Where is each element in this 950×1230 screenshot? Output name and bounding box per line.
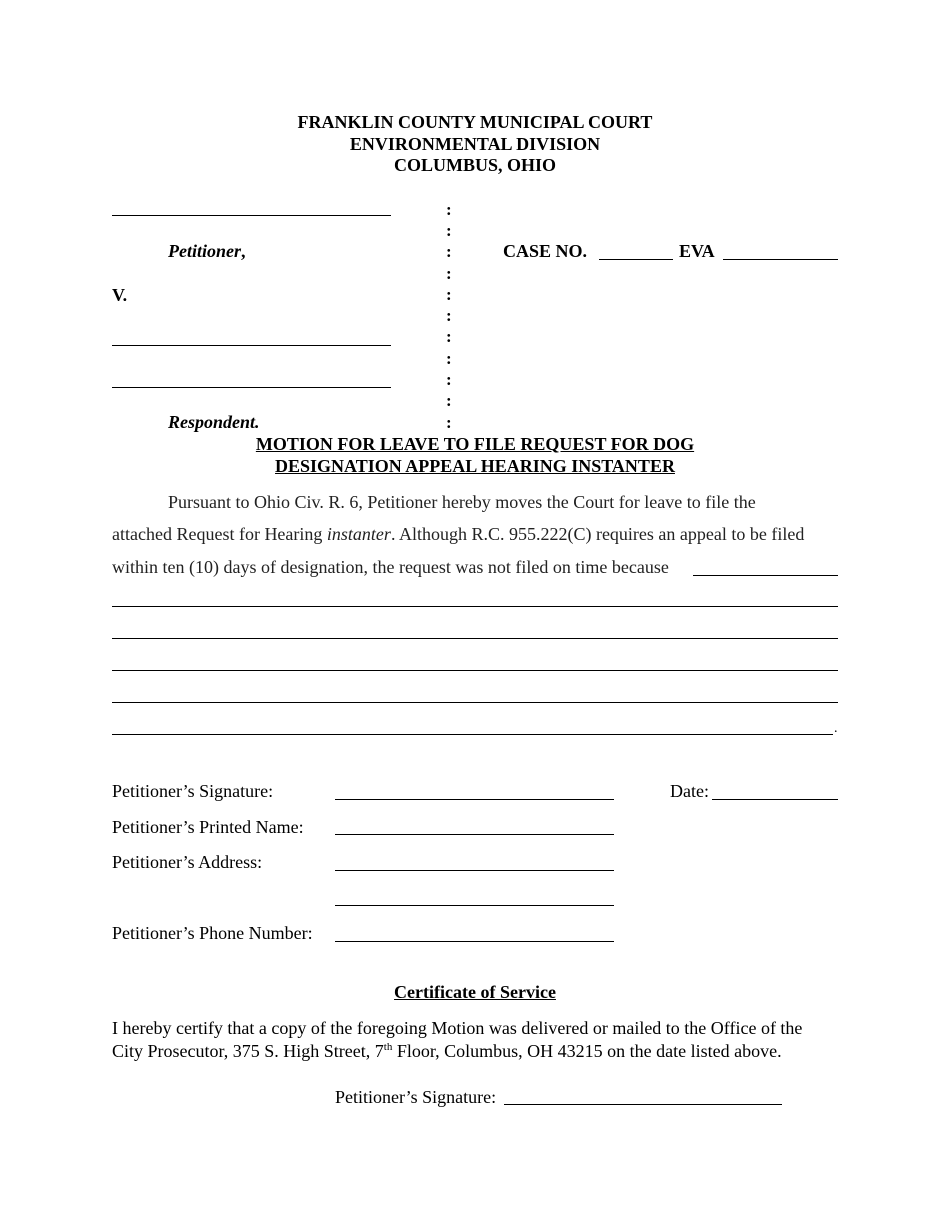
- address-field-line-2[interactable]: [335, 905, 614, 906]
- respondent-label: Respondent.: [168, 412, 260, 432]
- date-label: Date:: [670, 781, 709, 801]
- eva-label: EVA: [679, 241, 715, 261]
- reason-line-5[interactable]: [112, 734, 833, 735]
- case-number-field[interactable]: [599, 259, 673, 260]
- certificate-line-2: City Prosecutor, 375 S. High Street, 7th Floor, Columbus, OH 43215 on the date listed above.: [112, 1041, 782, 1061]
- reason-end-period: .: [834, 721, 838, 736]
- eva-number-field[interactable]: [723, 259, 838, 260]
- versus-label: V.: [112, 285, 128, 305]
- motion-title-line-2: DESIGNATION APPEAL HEARING INSTANTER: [275, 456, 675, 476]
- signature-label: Petitioner’s Signature:: [112, 781, 274, 801]
- signature-field[interactable]: [335, 799, 614, 800]
- certificate-signature-field[interactable]: [504, 1104, 782, 1105]
- motion-title-line-1: MOTION FOR LEAVE TO FILE REQUEST FOR DOG: [255, 434, 695, 454]
- address-field-line-1[interactable]: [335, 870, 614, 871]
- reason-line-4[interactable]: [112, 702, 838, 703]
- caption-colon: :: [446, 327, 452, 346]
- reason-field-start[interactable]: [693, 575, 838, 576]
- motion-body-line-2: attached Request for Hearing instanter. Although R.C. 955.222(C) requires an appeal to be filed: [112, 524, 805, 544]
- court-location: COLUMBUS, OHIO: [393, 155, 557, 175]
- date-field[interactable]: [712, 799, 838, 800]
- reason-line-1[interactable]: [112, 606, 838, 607]
- petitioner-name-line[interactable]: [112, 215, 391, 216]
- motion-body-line-3: within ten (10) days of designation, the request was not filed on time because: [112, 557, 669, 577]
- caption-colon: :: [446, 370, 452, 389]
- caption-colon: :: [446, 200, 452, 219]
- caption-colon: :: [446, 285, 452, 304]
- caption-colon: :: [446, 306, 452, 325]
- caption-colon: :: [446, 349, 452, 368]
- reason-line-3[interactable]: [112, 670, 838, 671]
- caption-colon: :: [446, 242, 452, 261]
- respondent-name-line-1[interactable]: [112, 345, 391, 346]
- reason-line-2[interactable]: [112, 638, 838, 639]
- case-number-label: CASE NO.: [503, 241, 588, 261]
- caption-colon: :: [446, 413, 452, 432]
- phone-label: Petitioner’s Phone Number:: [112, 923, 313, 943]
- certificate-signature-label: Petitioner’s Signature:: [335, 1087, 497, 1107]
- court-division: ENVIRONMENTAL DIVISION: [349, 134, 601, 154]
- caption-colon: :: [446, 264, 452, 283]
- printed-name-field[interactable]: [335, 834, 614, 835]
- respondent-name-line-2[interactable]: [112, 387, 391, 388]
- court-name: FRANKLIN COUNTY MUNICIPAL COURT: [297, 112, 653, 132]
- address-label: Petitioner’s Address:: [112, 852, 263, 872]
- printed-name-label: Petitioner’s Printed Name:: [112, 817, 304, 837]
- petitioner-label: Petitioner,: [168, 241, 246, 261]
- caption-colon: :: [446, 221, 452, 240]
- caption-colon: :: [446, 391, 452, 410]
- phone-field[interactable]: [335, 941, 614, 942]
- certificate-title: Certificate of Service: [394, 982, 556, 1002]
- certificate-line-1: I hereby certify that a copy of the foregoing Motion was delivered or mailed to the Office of the: [112, 1018, 803, 1038]
- motion-body-line-1: Pursuant to Ohio Civ. R. 6, Petitioner hereby moves the Court for leave to file the: [168, 492, 756, 512]
